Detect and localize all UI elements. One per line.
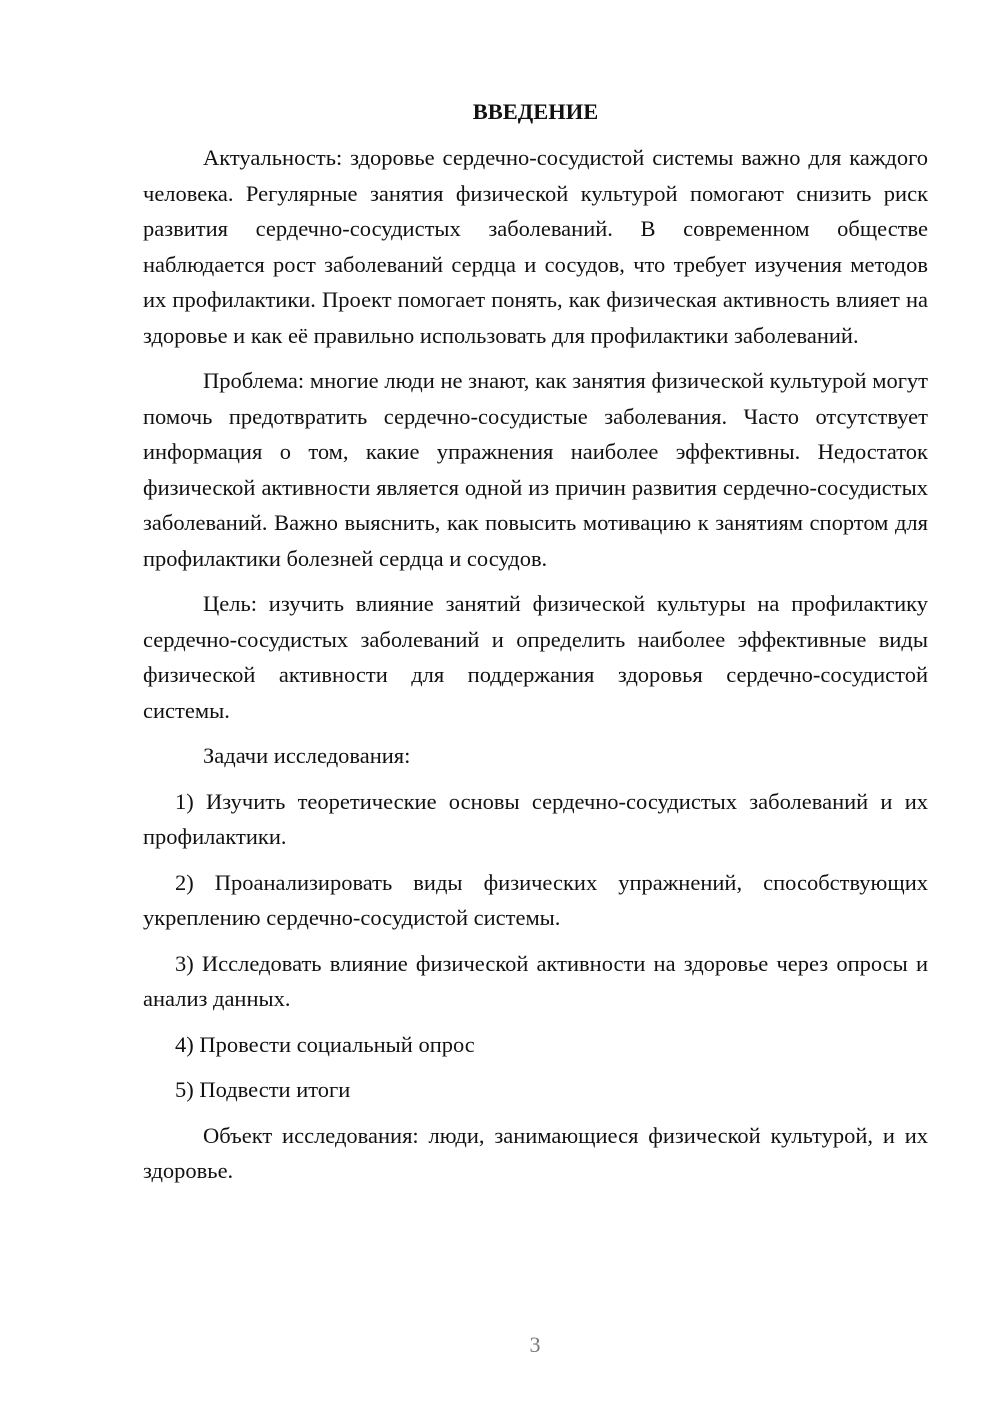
task-item-1: 1) Изучить теоретические основы сердечно-сосудистых заболеваний и их профилактики. xyxy=(143,788,928,849)
page-content xyxy=(143,94,928,1199)
tasks-heading: Задачи исследования: xyxy=(203,743,411,768)
page-title: ВВЕДЕНИЕ xyxy=(472,99,599,124)
task-item-5: 5) Подвести итоги xyxy=(175,1077,351,1102)
goal-paragraph: Цель: изучить влияние занятий физической культуры на профилактику сердечно-сосудистых заболеваний и определить наиболее эффективные виды физической активности для поддержания здоровья сердечно-сосудистой системы. xyxy=(143,591,928,723)
task-item-3: 3) Исследовать влияние физической активности на здоровье через опросы и анализ данных. xyxy=(143,950,928,1011)
object-paragraph: Объект исследования: люди, занимающиеся физической культурой, и их здоровье. xyxy=(143,1122,928,1183)
relevance-paragraph: Актуальность: здоровье сердечно-сосудистой системы важно для каждого человека. Регулярные занятия физической культурой помогают снизить риск развития сердечно-сосудистых заболеваний. В современном обществе наблюдается рост заболеваний сердца и сосудов, что требует изучения методов их профилактики. Проект помогает понять, как физическая активность влияет на здоровье и как её правильно использовать для профилактики заболеваний. xyxy=(143,145,928,348)
task-item-4: 4) Провести социальный опрос xyxy=(175,1031,475,1057)
page-number: 3 xyxy=(529,1332,541,1357)
task-item-2: 2) Проанализировать виды физических упражнений, способствующих укреплению сердечно-сосудистой системы. xyxy=(143,869,928,930)
problem-paragraph: Проблема: многие люди не знают, как занятия физической культурой могут помочь предотвратить сердечно-сосудистые заболевания. Часто отсутствует информация о том, какие упражнения наиболее эффективны. Недостаток физической активности является одной из причин развития сердечно-сосудистых заболеваний. Важно выяснить, как повысить мотивацию к занятиям спортом для профилактики болезней сердца и сосудов. xyxy=(143,368,928,571)
